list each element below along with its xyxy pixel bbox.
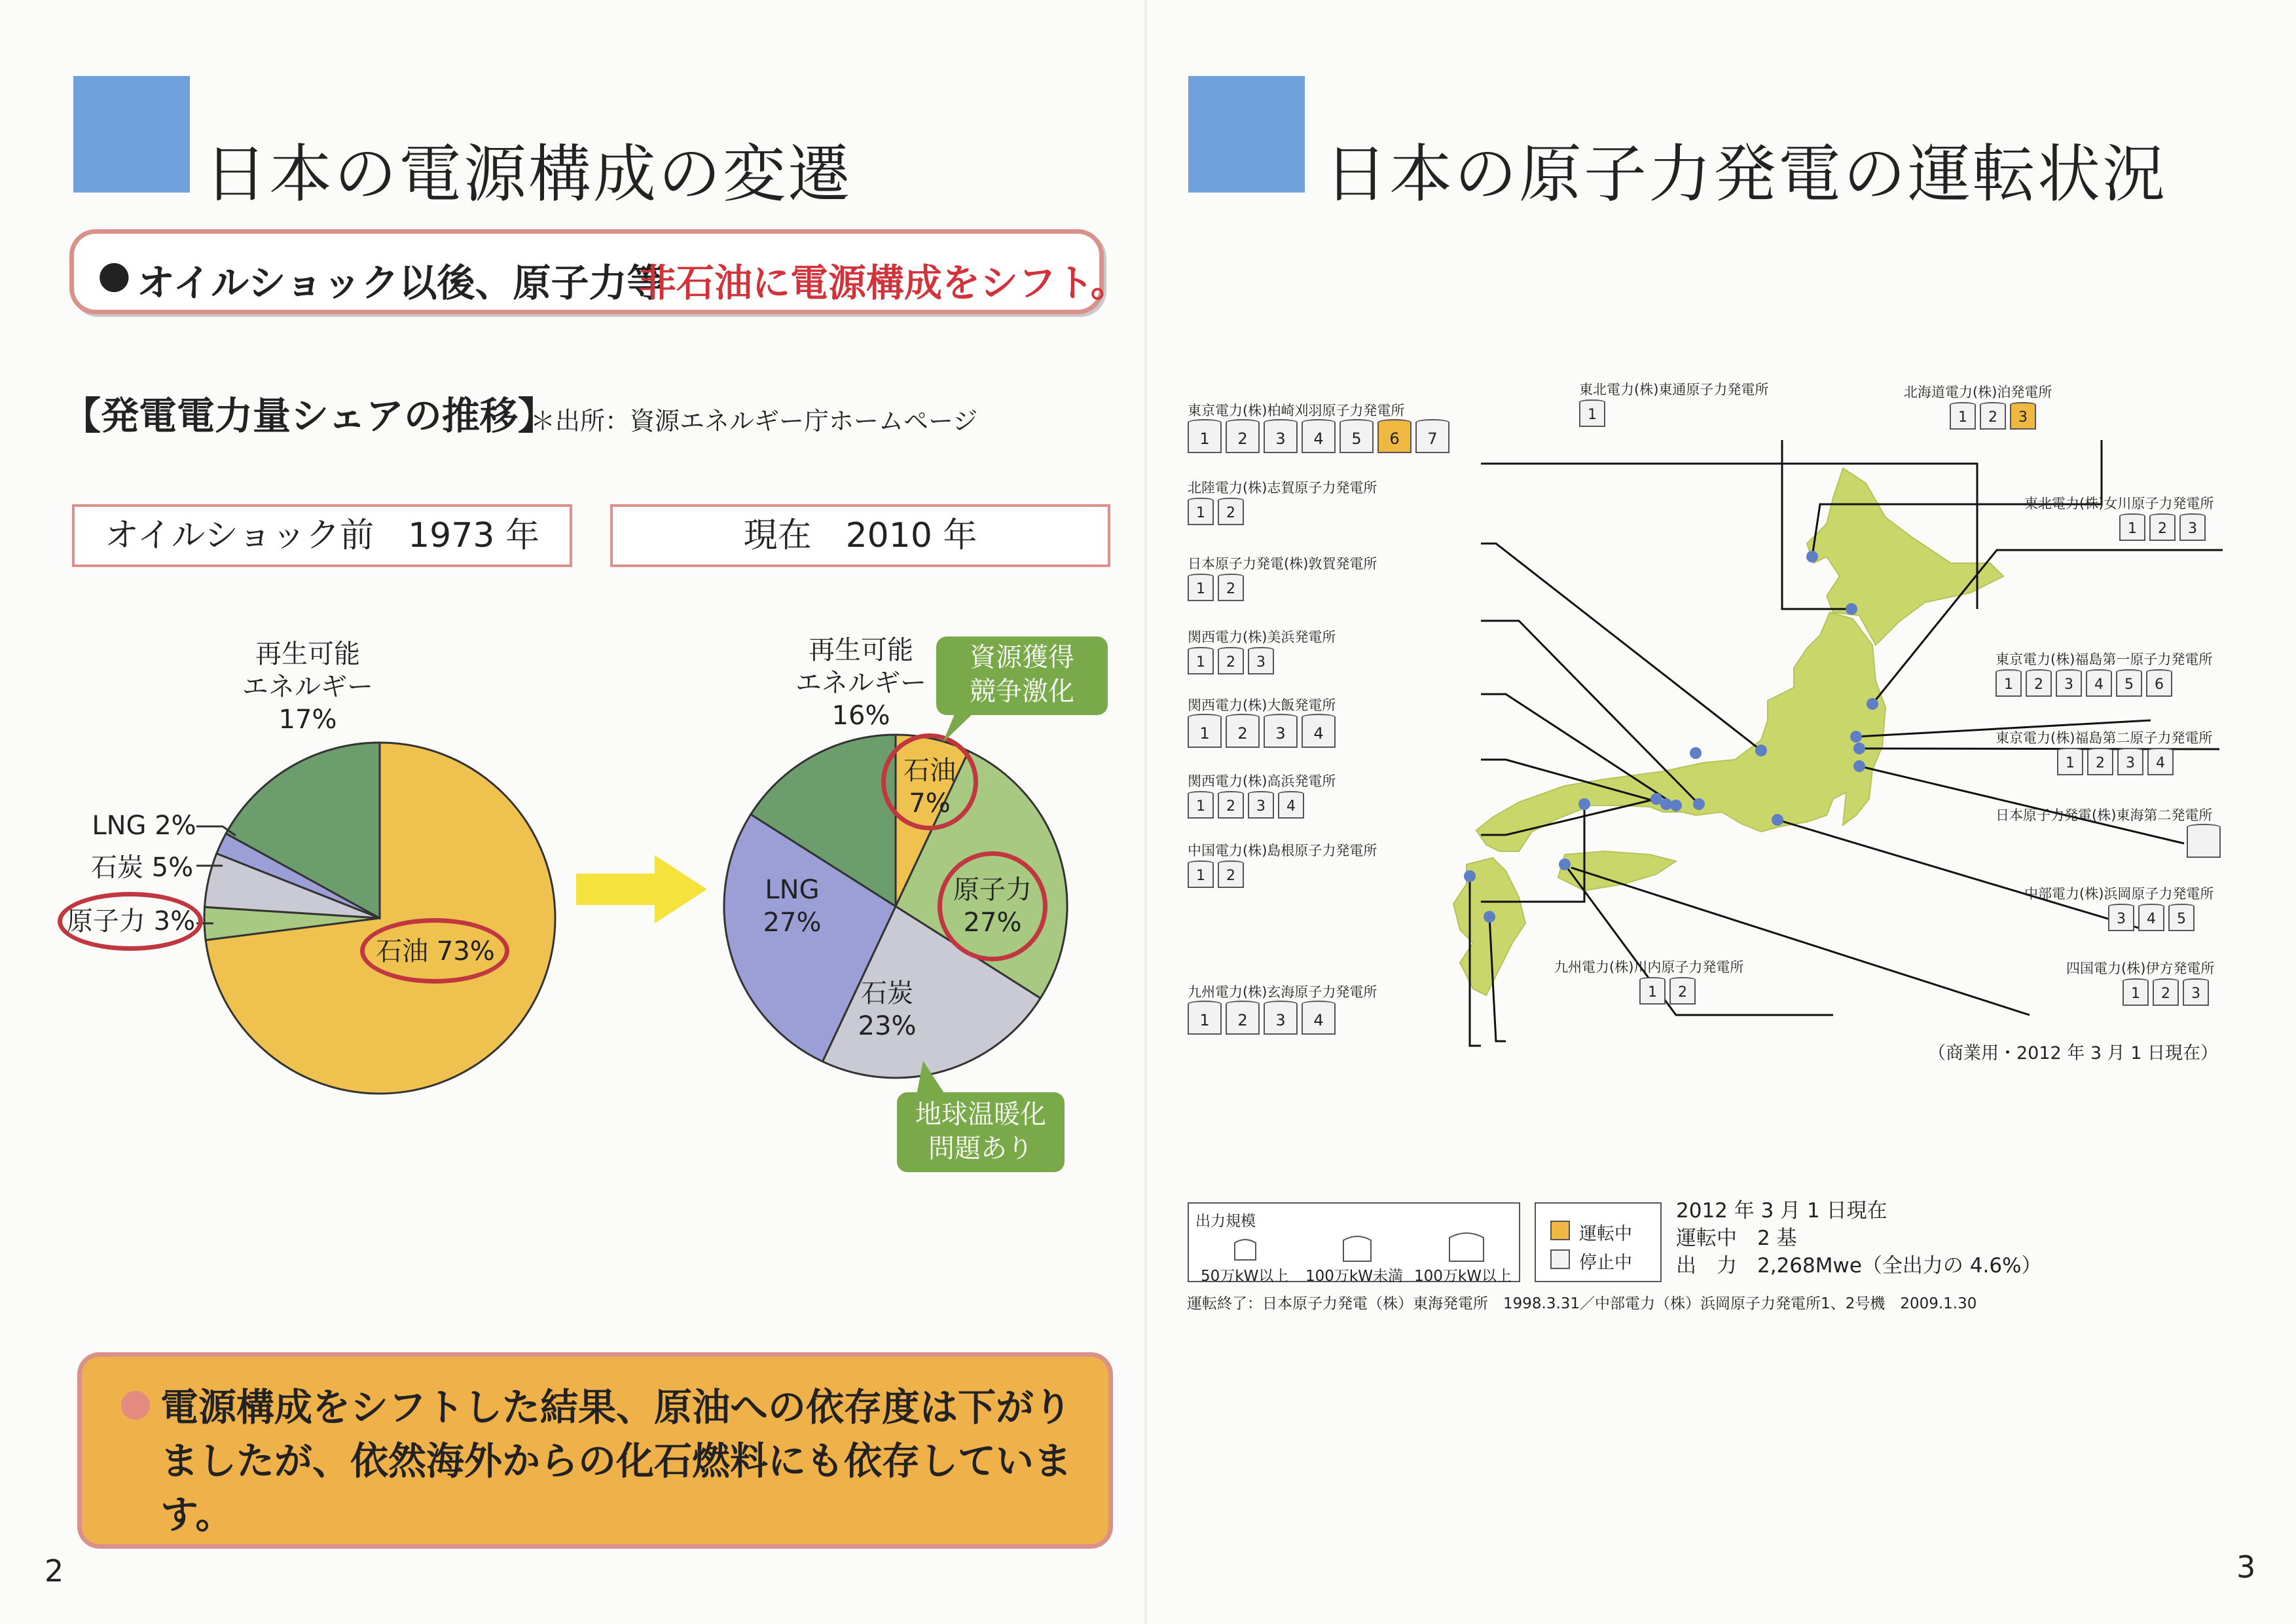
plant-name: 北海道電力(株)泊発電所 xyxy=(1904,384,2052,400)
reactor-unit-stopped: 2 xyxy=(1218,795,1244,819)
lead-bullet: ● xyxy=(98,252,131,297)
plant-name: 東京電力(株)柏崎刈羽原子力発電所 xyxy=(1188,403,1405,418)
plant-name: 四国電力(株)伊方発電所 xyxy=(2066,961,2215,976)
reactor-unit-stopped: 5 xyxy=(2116,673,2142,697)
reactor-unit-stopped: 4 xyxy=(1302,424,1336,453)
reactor-unit-stopped: 1 xyxy=(1188,578,1214,601)
plant-hamaoka xyxy=(2024,884,2214,931)
plant-name: 日本原子力発電(株)東海第二発電所 xyxy=(1995,807,2213,823)
reactor-unit-stopped: 3 xyxy=(1248,795,1274,819)
reactor-unit-stopped: 2 xyxy=(1218,502,1244,525)
reactor-unit-stopped: 1 xyxy=(1188,651,1214,674)
reactor-unit-stopped: 2 xyxy=(1226,424,1260,453)
page-title: 日本の電源構成の変遷 xyxy=(204,138,852,211)
plant-name: 中部電力(株)浜岡原子力発電所 xyxy=(2024,886,2214,902)
reactor-unit-stopped: 1 xyxy=(2119,517,2145,541)
shikoku-shape xyxy=(1558,851,1676,891)
plant-name: 関西電力(株)大飯発電所 xyxy=(1188,697,1336,713)
as-of-note: （商業用・2012 年 3 月 1 日現在） xyxy=(1928,1043,2218,1063)
plant-ohi xyxy=(1188,695,1336,748)
honshu-shape xyxy=(1476,612,1886,851)
reactor-unit-stopped: 3 xyxy=(2108,908,2134,931)
reactor-unit-stopped: 4 xyxy=(2138,908,2164,931)
reactor-unit-stopped: 2 xyxy=(2149,517,2176,541)
reactor-unit-stopped: 3 xyxy=(1264,1006,1298,1035)
reactor-unit-stopped: 3 xyxy=(2117,752,2143,775)
plant-name: 東北電力(株)東通原子力発電所 xyxy=(1579,382,1769,397)
plant-tokai-daini xyxy=(1995,805,2221,858)
plant-genkai xyxy=(1188,982,1377,1035)
reactor-unit-stopped: 2 xyxy=(2153,982,2179,1006)
legend-stopped: 停止中 xyxy=(1579,1253,1632,1273)
reactor-unit-operating: 6 xyxy=(1377,424,1412,453)
reactor-unit-operating: 3 xyxy=(2010,406,2036,430)
reactor-unit-stopped: 1 xyxy=(1188,1006,1222,1035)
reactor-unit-stopped: 2 xyxy=(1669,981,1696,1005)
page-number: 2 xyxy=(45,1553,64,1589)
label-2010-coal: 石炭 23% xyxy=(858,978,917,1041)
reactor-unit-stopped: 5 xyxy=(1339,424,1374,453)
plant-tsuruga xyxy=(1188,554,1377,601)
reactor-unit-stopped: 2 xyxy=(2087,752,2113,775)
plant-fukushima-daini xyxy=(1995,728,2212,775)
reactor-unit-stopped: 1 xyxy=(1188,719,1222,748)
plant-mihama xyxy=(1188,627,1336,674)
label-1973-renewable: 再生可能 エネルギー 17% xyxy=(242,639,373,735)
lead-highlight: 非石油に電源構成をシフト。 xyxy=(638,261,1129,305)
callout-resource-competition: 資源獲得 競争激化 xyxy=(936,637,1108,715)
period-now-label: 現在 2010 年 xyxy=(610,504,1110,567)
legend-scale xyxy=(1188,1202,1520,1285)
large-reactor-icon xyxy=(1447,1228,1486,1264)
legend-scale-medium: 100万kW未満 xyxy=(1305,1268,1403,1285)
reactor-unit-stopped: 4 xyxy=(1302,719,1336,748)
page-number: 3 xyxy=(2236,1549,2256,1585)
source-note: ＊出所：資源エネルギー庁ホームページ xyxy=(530,407,978,435)
reactor-unit-stopped: 1 xyxy=(1995,673,2022,697)
reactor-unit-stopped: 2 xyxy=(1218,578,1244,601)
plant-shimane xyxy=(1188,841,1377,888)
legend-scale-title: 出力規模 xyxy=(1195,1213,1256,1230)
label-2010-renewable: 再生可能 エネルギー 16% xyxy=(795,635,926,731)
reactor-unit-stopped: 1 xyxy=(1188,502,1214,525)
plant-fukushima-daiichi xyxy=(1995,650,2212,697)
plant-higashidori xyxy=(1579,380,1768,427)
plant-name: 関西電力(株)美浜発電所 xyxy=(1188,629,1336,645)
label-1973-oil: 石油 73% xyxy=(376,936,495,967)
legend-operating: 運転中 xyxy=(1579,1224,1632,1244)
status-summary xyxy=(1676,1197,2042,1280)
legend-scale-large: 100万kW以上 xyxy=(1414,1268,1512,1285)
plant-name: 九州電力(株)玄海原子力発電所 xyxy=(1188,984,1377,1000)
reactor-unit-stopped: 3 xyxy=(1248,651,1274,674)
small-reactor-icon xyxy=(1232,1236,1258,1263)
lead-text: オイルショック以後、原子力等 xyxy=(137,261,665,305)
label-2010-lng: LNG 27% xyxy=(763,875,822,938)
stopped-swatch xyxy=(1550,1249,1570,1269)
reactor-unit-stopped: 4 xyxy=(1302,1006,1336,1035)
plant-ikata xyxy=(2066,959,2214,1006)
plant-name: 北陸電力(株)志賀原子力発電所 xyxy=(1188,480,1377,496)
label-1973-nuclear: 原子力 3% xyxy=(66,906,196,936)
plant-name: 中国電力(株)島根原子力発電所 xyxy=(1188,843,1377,858)
reactor-unit-stopped: 1 xyxy=(1188,795,1214,819)
reactor-unit-stopped: 5 xyxy=(2168,908,2195,931)
plant-name: 東京電力(株)福島第二原子力発電所 xyxy=(1995,730,2213,746)
section-heading: 【発電電力量シェアの推移】 xyxy=(63,394,556,438)
medium-reactor-icon xyxy=(1341,1232,1374,1264)
reactor-unit-stopped: 2 xyxy=(1218,651,1244,674)
operating-swatch xyxy=(1550,1221,1570,1240)
reactor-unit-stopped: 3 xyxy=(2183,982,2209,1006)
plant-name: 東京電力(株)福島第一原子力発電所 xyxy=(1995,652,2213,667)
page-title: 日本の原子力発電の運転状況 xyxy=(1324,138,2167,211)
plant-tomari xyxy=(1904,382,2052,430)
status-running: 運転中 2 基 xyxy=(1676,1227,1797,1250)
reactor-unit-stopped: 1 xyxy=(2057,752,2083,775)
footnote: 運転終了：日本原子力発電（株）東海発電所 1998.3.31／中部電力（株）浜岡原子力発電所1、2号機 2009.1.30 xyxy=(1187,1295,1977,1312)
reactor-unit-stopped: 1 xyxy=(1950,406,1976,430)
reactor-unit-stopped: 3 xyxy=(1264,424,1298,453)
plant-name: 九州電力(株)川内原子力発電所 xyxy=(1554,959,1744,975)
plant-name: 関西電力(株)高浜発電所 xyxy=(1188,773,1336,789)
reactor-unit-stopped: 3 xyxy=(2056,673,2082,697)
status-output: 出 力 2,268Mwe（全出力の 4.6%） xyxy=(1676,1254,2042,1278)
legend-scale-small: 50万kW以上 xyxy=(1201,1268,1289,1285)
reactor-unit-stopped: 2 xyxy=(1226,719,1260,748)
reactor-unit-stopped: 1 xyxy=(1579,403,1605,427)
reactor-unit-stopped: 1 xyxy=(1188,424,1222,453)
reactor-unit-stopped: 7 xyxy=(1415,424,1449,453)
label-1973-lng: LNG 2% xyxy=(92,811,196,841)
reactor-unit-stopped: 2 xyxy=(1226,1006,1260,1035)
plant-kashiwazaki xyxy=(1188,401,1449,453)
plant-takahama xyxy=(1188,771,1336,819)
reactor-unit-stopped: 3 xyxy=(2179,517,2206,541)
reactor-unit-stopped: 2 xyxy=(1980,406,2006,430)
callout-global-warming: 地球温暖化 問題あり xyxy=(897,1092,1065,1172)
reactor-unit-stopped: 2 xyxy=(1218,864,1244,888)
plant-onagawa xyxy=(2024,494,2214,541)
reactor-unit-stopped: 4 xyxy=(2147,752,2174,775)
summary-text: 電源構成をシフトした結果、原油への依存度は下がりましたが、依然海外からの化石燃料にも依存しています。 xyxy=(160,1385,1072,1537)
reactor-unit-stopped xyxy=(2187,829,2221,858)
legend-status xyxy=(1535,1202,1662,1282)
reactor-unit-stopped: 3 xyxy=(1264,719,1298,748)
reactor-unit-stopped: 2 xyxy=(2026,673,2052,697)
reactor-unit-stopped: 6 xyxy=(2146,673,2172,697)
label-2010-oil: 石油 7% xyxy=(903,756,956,819)
status-date: 2012 年 3 月 1 日現在 xyxy=(1676,1199,1887,1223)
label-2010-nuclear: 原子力 27% xyxy=(953,875,1032,938)
reactor-unit-stopped: 1 xyxy=(2123,982,2149,1006)
reactor-unit-stopped: 1 xyxy=(1188,864,1214,888)
reactor-unit-stopped: 4 xyxy=(1278,795,1304,819)
period-before-label: オイルショック前 1973 年 xyxy=(72,504,572,567)
plant-shika xyxy=(1188,478,1377,525)
plant-name: 東北電力(株)女川原子力発電所 xyxy=(2024,496,2214,511)
plant-name: 日本原子力発電(株)敦賀発電所 xyxy=(1188,556,1377,572)
reactor-unit-stopped: 1 xyxy=(1639,981,1666,1005)
label-1973-coal: 石炭 5% xyxy=(90,853,194,883)
plant-sendai xyxy=(1554,957,1743,1005)
reactor-unit-stopped: 4 xyxy=(2086,673,2112,697)
